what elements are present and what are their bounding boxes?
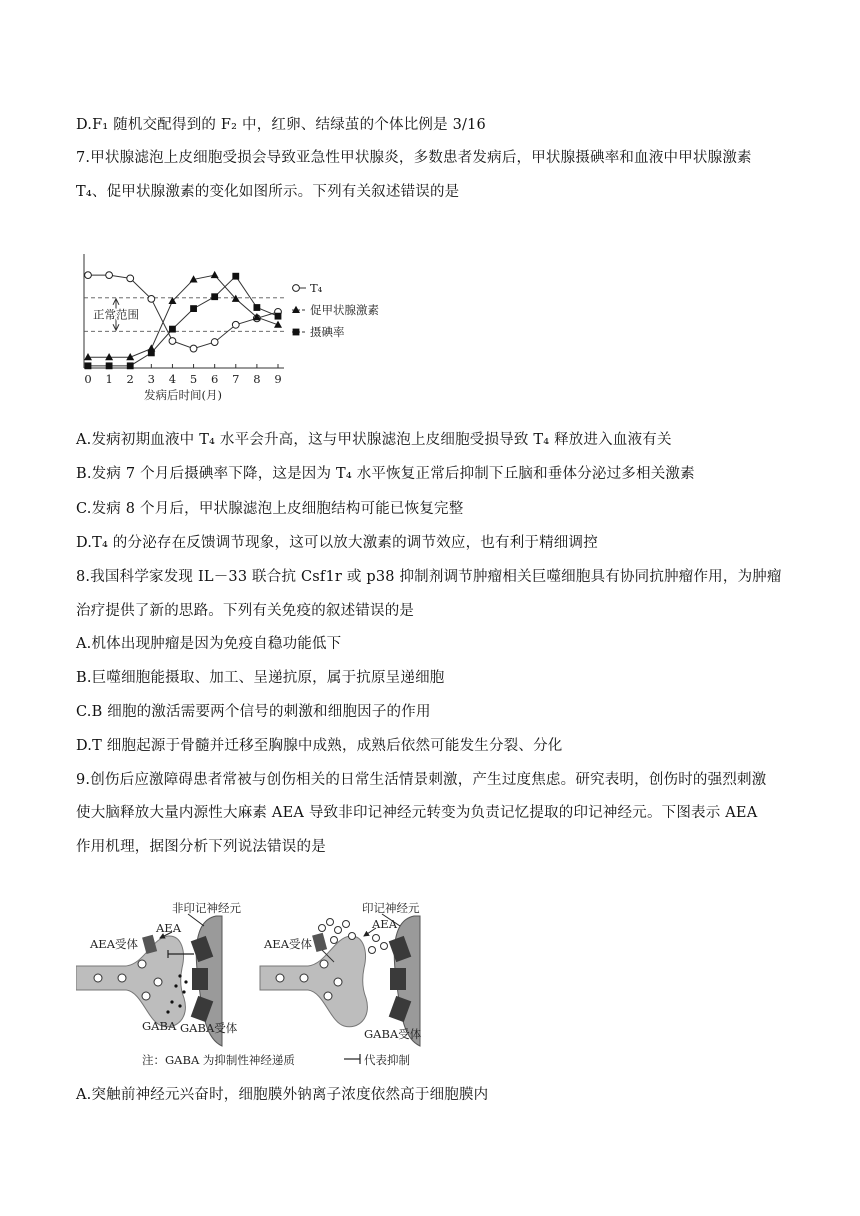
x-tick-label: 1 [105,372,113,386]
data-point-circle [190,345,197,352]
text-line: 使大脑释放大量内源性大麻素 AEA 导致非印记神经元转变为负责记忆提取的印记神经元。下图表示 AEA [76,805,758,821]
gaba-receptor-label: GABA受体 [180,1021,238,1035]
legend-marker-triangle [292,306,300,313]
text-line: A.突触前神经元兴奋时，细胞膜外钠离子浓度依然高于细胞膜内 [76,1087,489,1103]
normal-range-label: 正常范围 [93,307,139,322]
x-tick-label: 8 [253,372,261,386]
x-tick-label: 4 [168,372,177,386]
data-point-triangle [211,271,219,278]
data-point-circle [85,272,92,279]
x-tick-label: 7 [232,372,240,386]
data-point-square [127,362,134,369]
text-line: 7.甲状腺滤泡上皮细胞受损会导致亚急性甲状腺炎，多数患者发病后，甲状腺摄碘率和血液中甲状腺激素 [76,150,752,166]
data-point-square [190,305,197,312]
data-point-triangle [84,353,92,360]
right-synapse-panel [260,901,422,1046]
diagram-note: 注：GABA 为抑制性神经递质 [142,1053,295,1067]
data-point-square [169,326,176,333]
text-line: D.T₄ 的分泌存在反馈调节现象，这可以放大激素的调节效应，也有利于精细调控 [76,535,598,551]
text-line: C.发病 8 个月后，甲状腺滤泡上皮细胞结构可能已恢复完整 [76,501,464,517]
x-tick-label: 3 [147,372,155,386]
text-line: C.B 细胞的激活需要两个信号的刺激和细胞因子的作用 [76,704,431,720]
legend-marker-square [293,329,300,336]
x-axis-label: 发病后时间(月) [144,388,222,402]
x-tick-label: 5 [189,372,198,386]
data-point-square [232,273,239,280]
text-line: D.T 细胞起源于骨髓并迁移至胸腺中成熟，成熟后依然可能发生分裂、分化 [76,738,563,754]
data-point-square [253,304,260,311]
inhibit-legend-text: 代表抑制 [364,1053,410,1067]
data-point-square [85,362,92,369]
data-point-circle [232,321,239,328]
legend-label: 促甲状腺激素 [310,303,379,317]
neuron-label: 印记神经元 [362,901,420,915]
aea-label: AEA [156,921,182,935]
data-point-square [106,362,113,369]
data-point-circle [106,272,113,279]
hormone-line-chart [70,248,410,416]
data-point-triangle [126,353,134,360]
data-point-circle [148,295,155,302]
text-line: 8.我国科学家发现 IL－33 联合抗 Csf1r 或 p38 抑制剂调节肿瘤相关巨噬细胞具有协同抗肿瘤作用，为肿瘤 [76,569,782,585]
aea-label: AEA [372,917,398,931]
aea-mechanism-diagram [76,898,456,1070]
x-tick-label: 0 [84,372,92,386]
left-synapse-panel [76,901,241,1046]
x-tick-label: 2 [126,372,134,386]
aea-receptor-label: AEA受体 [90,937,139,951]
data-point-square [211,293,218,300]
gaba-receptor-label: GABA受体 [364,1027,422,1041]
x-tick-label: 9 [274,372,282,386]
data-point-square [148,349,155,356]
legend-marker-circle [293,285,300,292]
text-line: T₄、促甲状腺激素的变化如图所示。下列有关叙述错误的是 [76,184,460,200]
text-line: B.发病 7 个月后摄碘率下降，这是因为 T₄ 水平恢复正常后抑制下丘脑和垂体分泌过多相关激素 [76,466,695,482]
aea-receptor-label: AEA受体 [264,937,313,951]
text-line: A.机体出现肿瘤是因为免疫自稳功能低下 [76,636,342,652]
text-line: 9.创伤后应激障碍患者常被与创伤相关的日常生活情景刺激，产生过度焦虑。研究表明，创伤时的强烈刺激 [76,772,767,788]
neuron-label-pointer [188,914,204,926]
data-point-square [275,313,282,320]
text-line: 治疗提供了新的思路。下列有关免疫的叙述错误的是 [76,603,415,619]
text-line: B.巨噬细胞能摄取、加工、呈递抗原，属于抗原呈递细胞 [76,670,445,686]
neuron-label: 非印记神经元 [172,901,241,915]
text-line: A.发病初期血液中 T₄ 水平会升高，这与甲状腺滤泡上皮细胞受损导致 T₄ 释放进入血液有关 [76,432,672,448]
text-line: 作用机理，据图分析下列说法错误的是 [76,839,326,855]
aea-receptor [312,933,327,952]
text-line: D.F₁ 随机交配得到的 F₂ 中，红卵、结绿茧的个体比例是 3/16 [76,117,486,133]
x-tick-label: 6 [211,372,219,386]
data-point-circle [127,275,134,282]
data-point-triangle [105,353,113,360]
gaba-label: GABA [142,1019,177,1033]
data-point-circle [169,338,176,345]
aea-receptor [142,935,157,954]
legend-label: T₄ [310,281,323,295]
legend-label: 摄碘率 [310,325,345,339]
data-point-circle [211,339,218,346]
